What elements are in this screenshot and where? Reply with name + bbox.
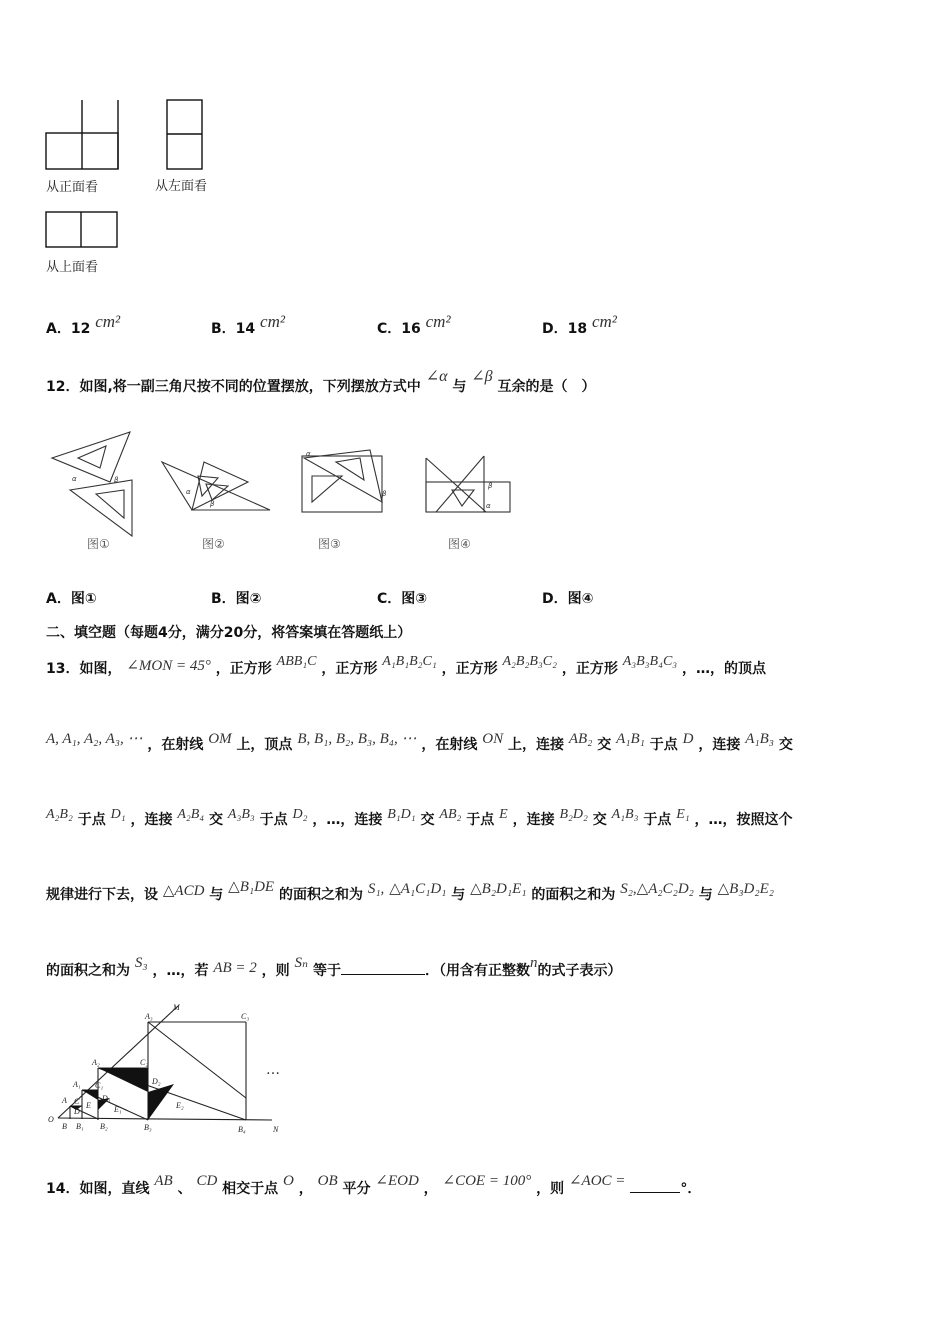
q13-figure <box>40 998 340 1140</box>
q13-label-B3: B₃ <box>144 1123 152 1132</box>
q11-option-a: A．12 cm² <box>46 312 121 337</box>
q12-fig4-alpha: α <box>486 502 491 510</box>
top-view-figure <box>44 210 120 250</box>
q13-line-2: A, A₁, A₂, A₃, ⋯ ，在射线 OM 上，顶点 B, B₁, B₂, B₃, B₄, ⋯ ，在射线 ON 上，连接 AB₂ 交 A₁B₁ 于点 D ，连接 A₁B₃ 交 <box>46 731 793 753</box>
q12-option-c: C．图③ <box>377 591 428 607</box>
q12-figure-2 <box>158 456 278 516</box>
q13-line-3: A₂B₂ 于点 D₁ ，连接 A₂B₄ 交 A₃B₃ 于点 D₂ ，…，连接 B₁D₁ 交 AB₂ 于点 E ，连接 B₂D₂ 交 A₁B₃ 于点 E₁ ，…，按照这个 <box>46 807 793 828</box>
q12-caption-1: 图① <box>87 537 110 551</box>
q13-label-B1: B₁ <box>76 1122 84 1131</box>
q13-label-B: B <box>62 1122 67 1131</box>
q12-option-b: B．图② <box>211 591 262 607</box>
q12-fig4-beta: β <box>488 482 493 490</box>
q13-label-N: N <box>273 1125 279 1134</box>
q14-answer-blank[interactable] <box>630 1178 680 1193</box>
q12-fig3-alpha: α <box>306 450 311 458</box>
q13-label-D1: D₁ <box>102 1094 111 1103</box>
q12-figure-3 <box>298 446 398 516</box>
q13-answer-blank[interactable] <box>341 960 425 975</box>
q13-label-D: D <box>74 1107 80 1116</box>
q13-label-E: E <box>86 1101 91 1110</box>
q12-figure-1 <box>48 428 138 540</box>
q13-line-1: 13．如图， ∠MON = 45° ，正方形 ABB₁C ，正方形 A₁B₁B₂C₁ ，正方形 A₂B₂B₃C₂ ，正方形 A₃B₃B₄C₃ ，…，的顶点 <box>46 654 767 677</box>
q13-line-4: 规律进行下去，设 △ACD 与 △B₁DE 的面积之和为 S₁, △A₁C₁D₁ 与 △B₂D₁E₁ 的面积之和为 S₂,△A₂C₂D₂ 与 △B₃D₂E₂ <box>46 879 774 903</box>
section-heading: 二、填空题（每题4分，满分20分，将答案填在答题纸上） <box>46 625 412 641</box>
q13-label-C: C <box>74 1097 80 1106</box>
q12-figure-4 <box>422 452 514 516</box>
q12-option-a: A．图① <box>46 591 97 607</box>
q13-label-B4: B₄ <box>238 1125 246 1134</box>
front-view-figure <box>44 98 122 172</box>
q12-caption-3: 图③ <box>318 537 341 551</box>
q13-label-M: M <box>173 1003 180 1012</box>
q13-label-A2: A₂ <box>92 1058 100 1067</box>
q13-continuation-dots: … <box>266 1062 280 1078</box>
q13-label-E1: E₁ <box>114 1105 122 1114</box>
q13-label-A3: A₃ <box>145 1012 153 1021</box>
q13-label-A: A <box>62 1096 67 1105</box>
q13-label-D2: D₂ <box>152 1077 161 1086</box>
q11-option-d: D．18 cm² <box>542 312 617 337</box>
q13-label-A1: A₁ <box>73 1080 81 1089</box>
q11-option-b: B．14 cm² <box>211 312 285 337</box>
q12-option-d: D．图④ <box>542 591 594 607</box>
q12-caption-4: 图④ <box>448 537 471 551</box>
q12-fig1-beta: β <box>114 476 119 484</box>
q12-fig3-beta: β <box>382 490 387 498</box>
q13-line-5: 的面积之和为 S₃ ，…，若 AB = 2 ，则 Sₙ 等于 ．（用含有正整数n的式子表示） <box>46 955 622 979</box>
q13-label-B2: B₂ <box>100 1122 108 1131</box>
q12-caption-2: 图② <box>202 537 225 551</box>
q13-label-O: O <box>48 1115 54 1124</box>
q14-stem: 14．如图，直线 AB 、 CD 相交于点 O ， OB 平分 ∠EOD ， ∠COE = 100° ，则 ∠AOC = °． <box>46 1173 702 1197</box>
q13-label-E2: E₂ <box>176 1101 184 1110</box>
q11-option-c: C．16 cm² <box>377 312 451 337</box>
q12-fig2-beta: β <box>210 500 215 508</box>
q13-label-C3: C₃ <box>241 1012 250 1021</box>
front-view-label: 从正面看 <box>46 180 99 195</box>
left-view-label: 从左面看 <box>155 179 208 194</box>
left-view-figure <box>165 98 205 172</box>
top-view-label: 从上面看 <box>46 260 99 275</box>
q12-stem: 12．如图,将一副三角尺按不同的位置摆放，下列摆放方式中 ∠α 与 ∠β 互余的是（ ） <box>46 368 596 395</box>
q13-label-C2: C₂ <box>140 1058 149 1067</box>
q13-label-C1: C₁ <box>95 1081 104 1090</box>
q12-fig1-alpha: α <box>72 475 77 483</box>
q12-fig2-alpha: α <box>186 488 191 496</box>
